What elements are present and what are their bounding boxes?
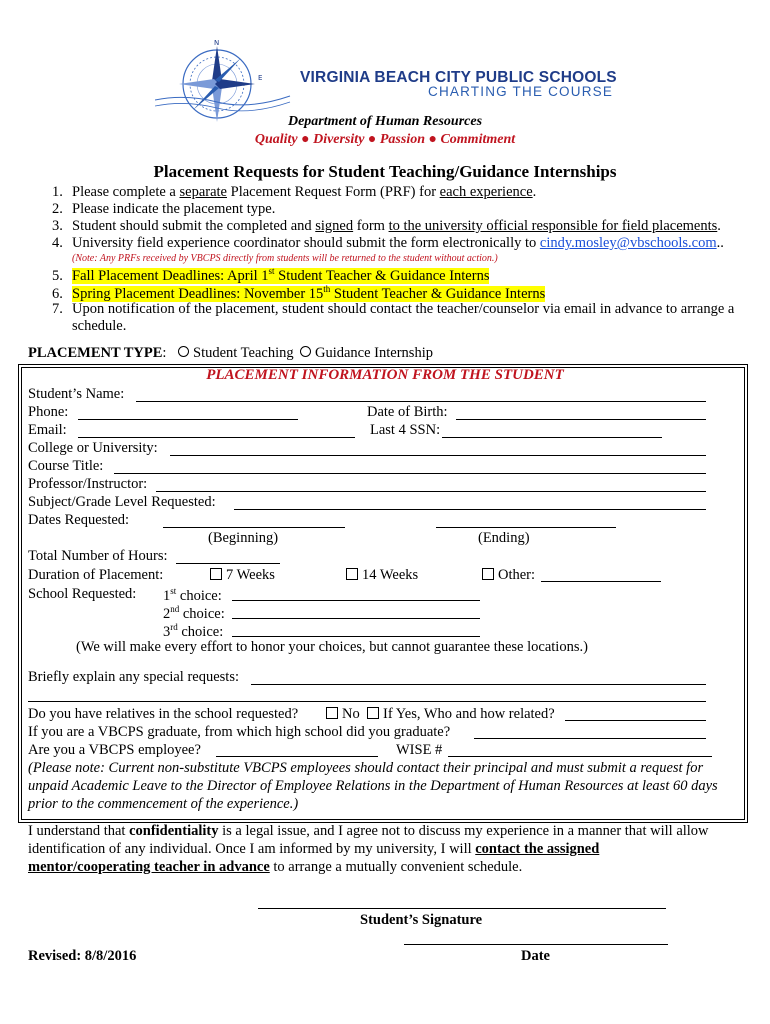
phone-field[interactable] xyxy=(78,419,298,420)
relatives-label: Do you have relatives in the school requested? xyxy=(28,706,299,722)
other-checkbox[interactable] xyxy=(482,568,494,580)
relatives-yes-option[interactable]: If Yes, Who and how related? xyxy=(367,706,555,723)
instruction-2: 2. Please indicate the placement type. xyxy=(52,201,276,217)
wise-field[interactable] xyxy=(448,756,712,757)
professor-field[interactable] xyxy=(156,491,706,492)
agreement-line-3: mentor/cooperating teacher in advance to arrange a mutually convenient schedule. xyxy=(28,859,523,875)
relatives-yes-checkbox[interactable] xyxy=(367,707,379,719)
coordinator-email-link[interactable]: cindy.mosley@vbschools.com xyxy=(539,235,717,251)
svg-text:E: E xyxy=(258,74,263,82)
instruction-1: 1. Please complete a separate Placement Request Form (PRF) for each experience. xyxy=(52,184,537,200)
signature-field[interactable] xyxy=(258,908,666,909)
org-name: VIRGINIA BEACH CITY PUBLIC SCHOOLS xyxy=(300,69,617,86)
svg-text:N: N xyxy=(214,39,220,47)
subject-label: Subject/Grade Level Requested: xyxy=(28,494,216,510)
college-label: College or University: xyxy=(28,440,158,456)
relatives-no-checkbox[interactable] xyxy=(326,707,338,719)
choice-1-field[interactable] xyxy=(232,600,480,601)
guidance-internship-option[interactable]: Guidance Internship xyxy=(300,345,433,362)
placement-type-label: PLACEMENT TYPE xyxy=(28,345,163,361)
hours-field[interactable] xyxy=(176,563,280,564)
choice-3-field[interactable] xyxy=(232,636,480,637)
subject-field[interactable] xyxy=(234,509,706,510)
relatives-no-option[interactable]: No xyxy=(326,706,360,723)
student-teaching-option[interactable]: Student Teaching xyxy=(178,345,294,362)
honor-note: (We will make every effort to honor your choices, but cannot guarantee these locations.) xyxy=(76,639,588,655)
dates-label: Dates Requested: xyxy=(28,512,130,528)
hours-label: Total Number of Hours: xyxy=(28,548,168,564)
date-field[interactable] xyxy=(404,944,668,945)
end-date-field[interactable] xyxy=(436,527,616,528)
college-field[interactable] xyxy=(170,455,706,456)
instruction-note: (Note: Any PRFs received by VBCPS directly from students will be returned to the student without action.) xyxy=(72,253,498,264)
email-field[interactable] xyxy=(78,437,355,438)
email-label: Email: xyxy=(28,422,67,438)
beginning-label: (Beginning) xyxy=(208,530,279,546)
dob-field[interactable] xyxy=(456,419,706,420)
relatives-field[interactable] xyxy=(565,720,706,721)
course-field[interactable] xyxy=(114,473,706,474)
professor-label: Professor/Instructor: xyxy=(28,476,148,492)
signature-label: Student’s Signature xyxy=(360,912,483,928)
agreement-line-1: I understand that confidentiality is a legal issue, and I agree not to discuss my experience in a manner that will allow xyxy=(28,823,709,839)
student-name-label: Student’s Name: xyxy=(28,386,125,402)
employee-note-2: unpaid Academic Leave to the Director of Employee Relations in the Department of Human Resources at least 60 days xyxy=(28,778,718,794)
page-title: Placement Requests for Student Teaching/Guidance Internships xyxy=(153,162,617,181)
choice-3-label: 3rd choice: xyxy=(163,622,224,640)
placement-type-row: PLACEMENT TYPE: xyxy=(28,345,167,361)
graduate-label: If you are a VBCPS graduate, from which high school did you graduate? xyxy=(28,724,451,740)
guidance-internship-radio[interactable] xyxy=(300,346,311,357)
instruction-5: 5. Fall Placement Deadlines: April 1st Student Teacher & Guidance Interns xyxy=(52,266,490,284)
special-requests-field-1[interactable] xyxy=(251,684,706,685)
ending-label: (Ending) xyxy=(478,530,530,546)
instruction-7: 7. Upon notification of the placement, student should contact the teacher/counselor via email in advance to arrange a xyxy=(52,301,735,317)
org-tagline: CHARTING THE COURSE xyxy=(428,84,614,99)
school-requested-label: School Requested: xyxy=(28,586,137,602)
date-label: Date xyxy=(521,948,550,964)
revised-date: Revised: 8/8/2016 xyxy=(28,948,137,964)
instruction-3: 3. Student should submit the completed and signed form to the university official responsible for field placements. xyxy=(52,218,721,234)
choice-1-label: 1st choice: xyxy=(163,586,222,604)
course-label: Course Title: xyxy=(28,458,104,474)
weeks7-option[interactable]: 7 Weeks xyxy=(210,567,275,584)
employee-note-1: (Please note: Current non-substitute VBCPS employees should contact their principal and must submit a request for xyxy=(28,760,704,776)
dob-label: Date of Birth: xyxy=(367,404,448,420)
compass-logo xyxy=(155,36,295,126)
agreement-line-2: identification of any individual. Once I am informed by my university, I will contact the assigned xyxy=(28,841,600,857)
special-requests-label: Briefly explain any special requests: xyxy=(28,669,239,685)
instruction-6: 6. Spring Placement Deadlines: November 15th Student Teacher & Guidance Interns xyxy=(52,284,546,302)
weeks14-checkbox[interactable] xyxy=(346,568,358,580)
instruction-4: 4. University field experience coordinator should submit the form electronically to cindy.mosley@vbschools.com.. xyxy=(52,235,724,251)
department-values: Quality ● Diversity ● Passion ● Commitment xyxy=(254,132,516,147)
begin-date-field[interactable] xyxy=(163,527,345,528)
ssn-label: Last 4 SSN: xyxy=(370,422,441,438)
choice-2-label: 2nd choice: xyxy=(163,604,225,622)
graduate-field[interactable] xyxy=(474,738,706,739)
employee-label: Are you a VBCPS employee? xyxy=(28,742,201,758)
weeks14-option[interactable]: 14 Weeks xyxy=(346,567,418,584)
special-requests-field-2[interactable] xyxy=(28,701,706,702)
phone-label: Phone: xyxy=(28,404,69,420)
employee-note-3: prior to the commencement of the experience.) xyxy=(28,796,299,812)
student-name-field[interactable] xyxy=(136,401,706,402)
weeks7-checkbox[interactable] xyxy=(210,568,222,580)
employee-field[interactable] xyxy=(216,756,378,757)
other-field[interactable] xyxy=(541,581,661,582)
instruction-7-cont: schedule. xyxy=(72,318,127,334)
choice-2-field[interactable] xyxy=(232,618,480,619)
duration-label: Duration of Placement: xyxy=(28,567,164,583)
wise-label: WISE # xyxy=(396,742,443,758)
student-teaching-radio[interactable] xyxy=(178,346,189,357)
section-heading: PLACEMENT INFORMATION FROM THE STUDENT xyxy=(206,367,564,383)
other-option[interactable]: Other: xyxy=(482,567,535,584)
department-name: Department of Human Resources xyxy=(287,114,483,129)
ssn-field[interactable] xyxy=(442,437,662,438)
